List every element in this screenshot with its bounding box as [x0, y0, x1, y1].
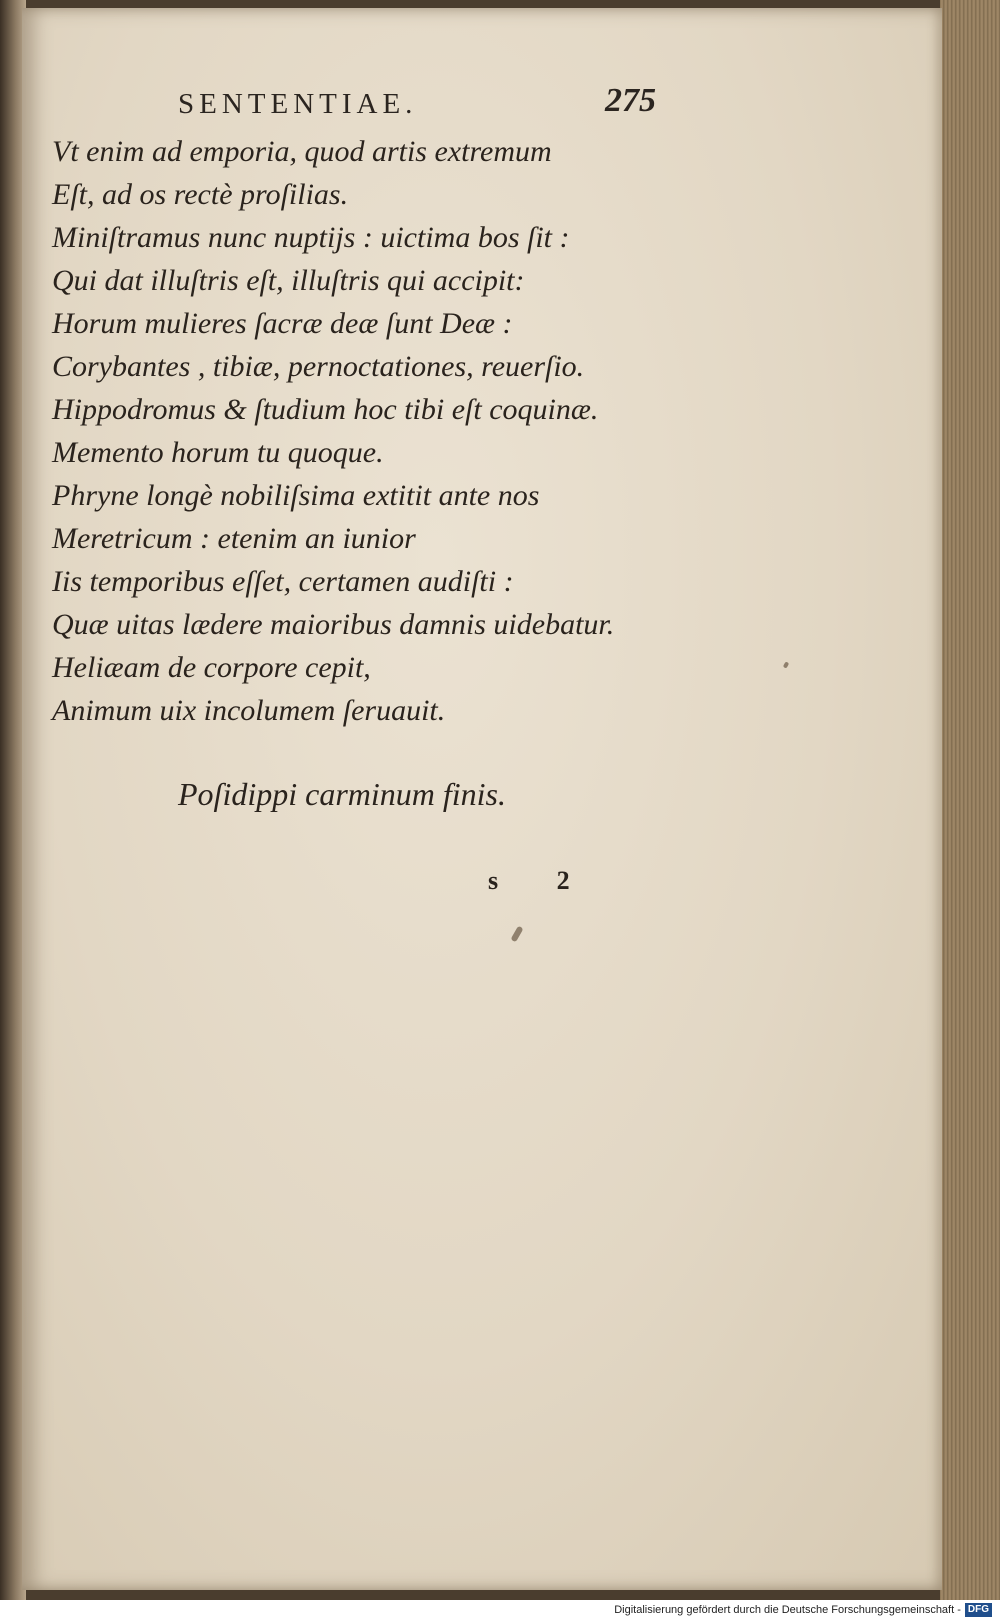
verse-line: Hippodromus & ſtudium hoc tibi eſt coquinæ. — [52, 393, 599, 426]
dfg-logo: DFG — [965, 1603, 992, 1617]
verse-line: Eſt, ad os rectè proſilias. — [52, 178, 349, 211]
verse-line: Memento horum tu quoque. — [52, 436, 384, 469]
ink-speck — [783, 661, 789, 668]
verse-block — [52, 130, 692, 732]
verse-line: Horum mulieres ſacræ deæ ſunt Deæ : — [52, 307, 513, 340]
verse-line: Quæ uitas lædere maioribus damnis uidebatur. — [52, 608, 615, 641]
ink-blot — [510, 926, 523, 943]
colophon: Poſidippi carminum finis. — [178, 776, 506, 812]
digitization-credit — [614, 1602, 992, 1618]
verse-line: Phryne longè nobiliſsima extitit ante nos — [52, 479, 540, 512]
verse-line: Qui dat illuſtris eſt, illuſtris qui accipit: — [52, 264, 525, 297]
verse-line: Heliæam de corpore cepit, — [52, 651, 371, 684]
running-title: SENTENTIAE. — [178, 88, 418, 120]
verse-line: Vt enim ad emporia, quod artis extremum — [52, 135, 552, 168]
verse-line: Meretricum : etenim an iunior — [52, 522, 416, 555]
signature-mark: s 2 — [488, 866, 596, 895]
verse-line: Miniſtramus nunc nuptijs : uictima bos ſit : — [52, 221, 570, 254]
page-number: 275 — [605, 82, 656, 119]
verse-line: Animum uix incolumem ſeruauit. — [52, 694, 446, 727]
credit-text: Digitalisierung gefördert durch die Deutsche Forschungsgemeinschaft - — [614, 1604, 961, 1616]
book-fore-edge — [940, 0, 1000, 1600]
verse-line: Iis temporibus eſſet, certamen audiſti : — [52, 565, 514, 598]
verse-line: Corybantes , tibiæ, pernoctationes, reuerſio. — [52, 350, 585, 383]
